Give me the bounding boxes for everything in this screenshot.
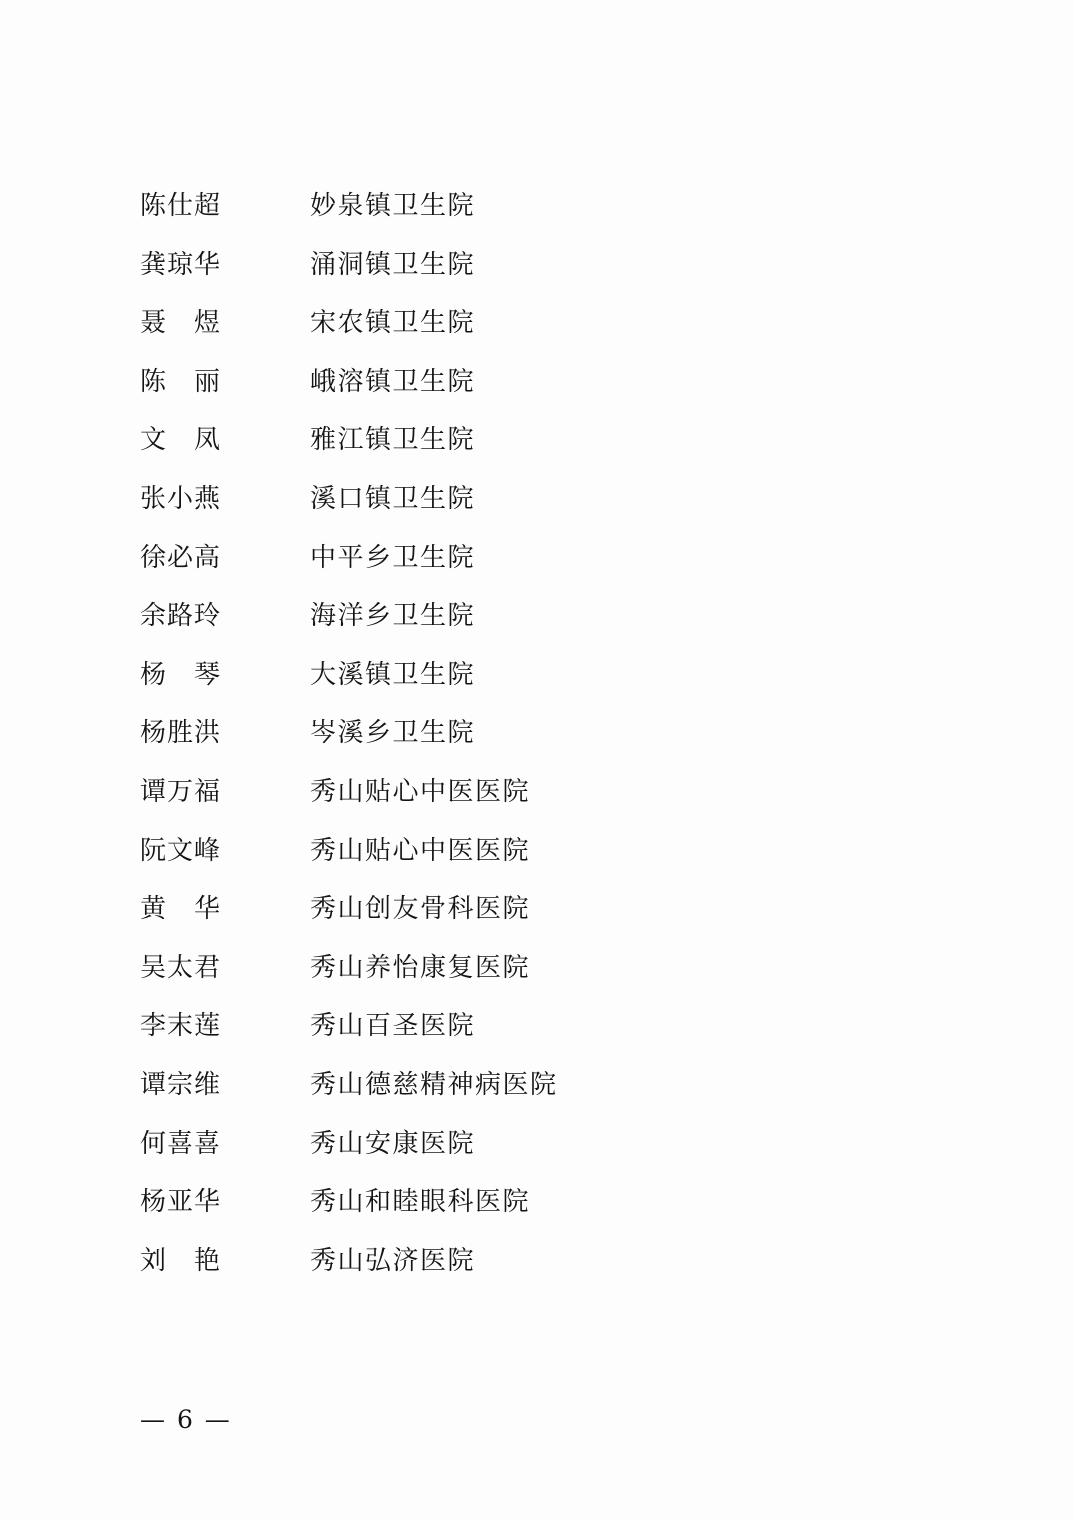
person-name: 杨亚华 <box>140 1187 222 1218</box>
person-name: 谭万福 <box>140 776 222 807</box>
organization-name: 秀山贴心中医医院 <box>310 776 531 807</box>
person-name: 徐必高 <box>140 542 222 573</box>
roster-row <box>140 830 900 889</box>
roster-row <box>140 1064 900 1123</box>
organization-name: 海洋乡卫生院 <box>310 601 476 632</box>
organization-name: 溪口镇卫生院 <box>310 483 476 514</box>
organization-name: 大溪镇卫生院 <box>310 659 476 690</box>
organization-name: 秀山弘济医院 <box>310 1245 476 1276</box>
roster-row <box>140 361 900 420</box>
person-name: 黄 华 <box>140 894 222 925</box>
organization-name: 涌洞镇卫生院 <box>310 249 476 280</box>
roster-row <box>140 712 900 771</box>
organization-name: 秀山养怡康复医院 <box>310 952 531 983</box>
organization-name: 岑溪乡卫生院 <box>310 718 476 749</box>
person-name: 张小燕 <box>140 483 222 514</box>
organization-name: 宋农镇卫生院 <box>310 308 476 339</box>
roster-row <box>140 302 900 361</box>
roster-row <box>140 1005 900 1064</box>
roster-row <box>140 478 900 537</box>
page-number: — 6 — <box>140 1405 232 1434</box>
roster-row <box>140 244 900 303</box>
organization-name: 中平乡卫生院 <box>310 542 476 573</box>
organization-name: 雅江镇卫生院 <box>310 425 476 456</box>
roster-row <box>140 595 900 654</box>
roster-row <box>140 1240 900 1299</box>
organization-name: 峨溶镇卫生院 <box>310 366 476 397</box>
person-name: 吴太君 <box>140 952 222 983</box>
roster-row <box>140 537 900 596</box>
person-name: 陈 丽 <box>140 366 222 397</box>
person-name: 陈仕超 <box>140 191 222 221</box>
roster-row <box>140 888 900 947</box>
roster-row <box>140 185 900 244</box>
person-name: 文 凤 <box>140 425 222 456</box>
person-name: 余路玲 <box>140 601 222 632</box>
roster-row <box>140 947 900 1006</box>
person-name: 龚琼华 <box>140 249 222 280</box>
person-name: 聂 煜 <box>140 308 222 339</box>
organization-name: 秀山贴心中医医院 <box>310 835 531 866</box>
roster-row <box>140 1123 900 1182</box>
person-name: 杨胜洪 <box>140 718 222 749</box>
organization-name: 妙泉镇卫生院 <box>310 191 476 221</box>
roster-row <box>140 771 900 830</box>
person-name: 阮文峰 <box>140 835 222 866</box>
organization-name: 秀山和睦眼科医院 <box>310 1187 531 1218</box>
organization-name: 秀山创友骨科医院 <box>310 894 531 925</box>
person-name: 何喜喜 <box>140 1128 222 1159</box>
person-name: 谭宗维 <box>140 1069 222 1100</box>
roster-row <box>140 654 900 713</box>
person-name: 刘 艳 <box>140 1245 222 1276</box>
roster-row <box>140 419 900 478</box>
organization-name: 秀山德慈精神病医院 <box>310 1069 558 1100</box>
person-name: 李末莲 <box>140 1011 222 1042</box>
organization-name: 秀山安康医院 <box>310 1128 476 1159</box>
organization-name: 秀山百圣医院 <box>310 1011 476 1042</box>
roster-list <box>140 185 900 1298</box>
roster-row <box>140 1181 900 1240</box>
person-name: 杨 琴 <box>140 659 222 690</box>
